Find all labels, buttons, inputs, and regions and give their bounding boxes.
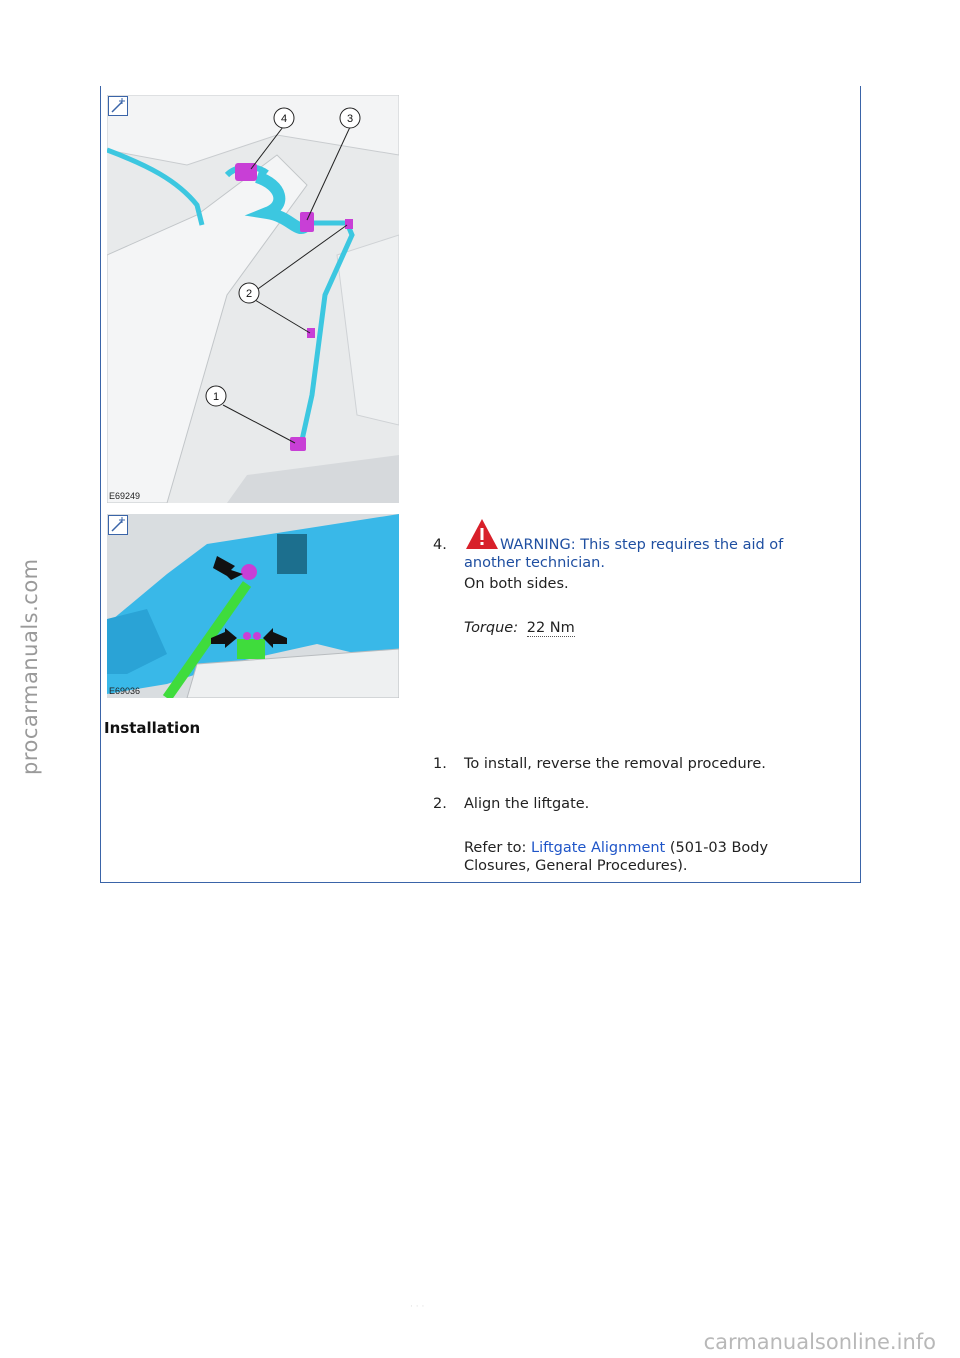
- liftgate-alignment-link[interactable]: Liftgate Alignment: [531, 840, 666, 856]
- refer-to: [464, 839, 824, 875]
- figure-e69036: [107, 514, 399, 698]
- figure-id: E69036: [109, 686, 141, 696]
- side-watermark: procarmanuals.com: [18, 558, 42, 775]
- figure-e69036-illustration: [107, 514, 399, 698]
- callout-3-label: 3: [346, 113, 354, 125]
- callout-1-label: 1: [212, 391, 220, 403]
- section-heading: Installation: [104, 719, 201, 737]
- step-text: To install, reverse the removal procedure.: [464, 756, 766, 772]
- step-number: 4.: [433, 537, 447, 553]
- step-detail: On both sides.: [464, 576, 569, 592]
- step-text: Align the liftgate.: [464, 796, 590, 812]
- zoom-icon[interactable]: [108, 96, 128, 116]
- figure-e69249: [107, 95, 399, 503]
- figure-e69249-illustration: [107, 95, 399, 503]
- refer-suffix: (501-03 Body Closures, General Procedures).: [464, 840, 769, 874]
- zoom-icon[interactable]: [108, 515, 128, 535]
- warning-text: WARNING: This step requires the aid of another technician.: [464, 537, 784, 571]
- refer-prefix: Refer to:: [464, 840, 527, 856]
- figure-id: E69249: [109, 491, 141, 501]
- callout-2-label: 2: [245, 288, 253, 300]
- callout-4-label: 4: [280, 113, 288, 125]
- step-number: 1.: [433, 756, 447, 772]
- page-marker: · · ·: [410, 1302, 425, 1312]
- torque-value: 22 Nm: [526, 620, 575, 636]
- footer-watermark: carmanualsonline.info: [703, 1330, 936, 1354]
- torque-label: Torque:: [464, 620, 519, 636]
- torque-spec: [464, 619, 575, 637]
- step-number: 2.: [433, 796, 447, 812]
